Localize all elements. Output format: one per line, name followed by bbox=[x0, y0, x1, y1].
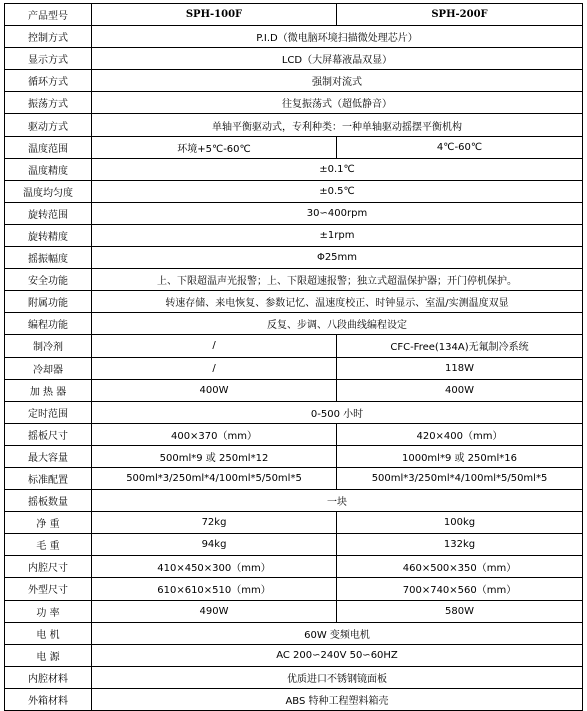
spec-label: 控制方式 bbox=[5, 26, 92, 48]
spec-row bbox=[5, 467, 583, 489]
spec-row bbox=[5, 357, 583, 379]
spec-value-shared: 转速存储、来电恢复、参数记忆、温速度校正、时钟显示、室温/实测温度双显 bbox=[92, 291, 583, 313]
spec-label: 内腔尺寸 bbox=[5, 556, 92, 578]
spec-label: 冷却器 bbox=[5, 357, 92, 379]
spec-row bbox=[5, 92, 583, 114]
spec-value-shared: P.I.D（微电脑环境扫描微处理芯片） bbox=[92, 26, 583, 48]
spec-label: 制冷剂 bbox=[5, 335, 92, 357]
spec-label: 温度均匀度 bbox=[5, 180, 92, 202]
spec-row bbox=[5, 379, 583, 401]
spec-value-model-b: 400W bbox=[337, 379, 583, 401]
spec-value-model-a: 400×370（mm） bbox=[92, 423, 337, 445]
spec-row bbox=[5, 114, 583, 136]
spec-value-model-b: 4℃-60℃ bbox=[337, 136, 583, 158]
spec-row bbox=[5, 600, 583, 622]
spec-row bbox=[5, 136, 583, 158]
spec-label: 旋转范围 bbox=[5, 202, 92, 224]
spec-value-model-a: 490W bbox=[92, 600, 337, 622]
spec-value-model-a: 610×610×510（mm） bbox=[92, 578, 337, 600]
spec-row bbox=[5, 291, 583, 313]
spec-value-shared: 30∽400rpm bbox=[92, 202, 583, 224]
spec-label: 附属功能 bbox=[5, 291, 92, 313]
spec-row bbox=[5, 666, 583, 688]
spec-row bbox=[5, 688, 583, 710]
spec-value-shared: 强制对流式 bbox=[92, 70, 583, 92]
spec-body bbox=[5, 26, 583, 711]
spec-value-model-b: 132kg bbox=[337, 534, 583, 556]
spec-value-model-b: 118W bbox=[337, 357, 583, 379]
spec-label: 毛 重 bbox=[5, 534, 92, 556]
spec-row bbox=[5, 534, 583, 556]
spec-row bbox=[5, 512, 583, 534]
spec-value-shared: Φ25mm bbox=[92, 247, 583, 269]
spec-value-shared: 一块 bbox=[92, 490, 583, 512]
spec-value-shared: ±0.5℃ bbox=[92, 180, 583, 202]
spec-label: 摇板尺寸 bbox=[5, 423, 92, 445]
spec-row bbox=[5, 313, 583, 335]
spec-label: 标准配置 bbox=[5, 467, 92, 489]
spec-label: 功 率 bbox=[5, 600, 92, 622]
spec-row bbox=[5, 202, 583, 224]
spec-label: 定时范围 bbox=[5, 401, 92, 423]
spec-value-model-a: 500ml*3/250ml*4/100ml*5/50ml*5 bbox=[92, 467, 337, 489]
spec-label: 电 机 bbox=[5, 622, 92, 644]
spec-label: 循环方式 bbox=[5, 70, 92, 92]
spec-label: 电 源 bbox=[5, 644, 92, 666]
spec-value-model-b: 420×400（mm） bbox=[337, 423, 583, 445]
spec-value-model-a: / bbox=[92, 335, 337, 357]
spec-value-shared: 0-500 小时 bbox=[92, 401, 583, 423]
spec-label: 外型尺寸 bbox=[5, 578, 92, 600]
spec-value-model-a: 94kg bbox=[92, 534, 337, 556]
spec-row bbox=[5, 70, 583, 92]
spec-row bbox=[5, 180, 583, 202]
spec-label: 摇振幅度 bbox=[5, 247, 92, 269]
spec-value-shared: ±0.1℃ bbox=[92, 158, 583, 180]
spec-label: 振荡方式 bbox=[5, 92, 92, 114]
spec-value-model-a: 72kg bbox=[92, 512, 337, 534]
spec-value-shared: AC 200∽240V 50∽60HZ bbox=[92, 644, 583, 666]
spec-value-model-b: 100kg bbox=[337, 512, 583, 534]
spec-label: 加 热 器 bbox=[5, 379, 92, 401]
spec-table bbox=[4, 3, 583, 711]
spec-label: 最大容量 bbox=[5, 445, 92, 467]
spec-label: 驱动方式 bbox=[5, 114, 92, 136]
spec-value-shared: ABS 特种工程塑料箱壳 bbox=[92, 688, 583, 710]
spec-label: 内腔材料 bbox=[5, 666, 92, 688]
spec-label: 外箱材料 bbox=[5, 688, 92, 710]
model-b-header: SPH-200F bbox=[337, 4, 583, 26]
spec-row bbox=[5, 401, 583, 423]
spec-value-shared: 60W 变频电机 bbox=[92, 622, 583, 644]
spec-row bbox=[5, 578, 583, 600]
spec-row bbox=[5, 335, 583, 357]
spec-value-shared: 往复振荡式（超低静音） bbox=[92, 92, 583, 114]
spec-value-shared: 单轴平衡驱动式，专利种类：一种单轴驱动摇摆平衡机构 bbox=[92, 114, 583, 136]
spec-label: 安全功能 bbox=[5, 269, 92, 291]
spec-value-model-a: 500ml*9 或 250ml*12 bbox=[92, 445, 337, 467]
spec-row bbox=[5, 423, 583, 445]
header-row bbox=[5, 4, 583, 26]
spec-value-model-b: 580W bbox=[337, 600, 583, 622]
spec-label: 显示方式 bbox=[5, 48, 92, 70]
spec-row bbox=[5, 48, 583, 70]
spec-label: 温度精度 bbox=[5, 158, 92, 180]
spec-row bbox=[5, 490, 583, 512]
spec-row bbox=[5, 445, 583, 467]
spec-value-model-b: 460×500×350（mm） bbox=[337, 556, 583, 578]
spec-label: 编程功能 bbox=[5, 313, 92, 335]
spec-row bbox=[5, 158, 583, 180]
spec-value-shared: 上、下限超温声光报警；上、下限超速报警；独立式超温保护器；开门停机保护。 bbox=[92, 269, 583, 291]
spec-row bbox=[5, 26, 583, 48]
spec-value-model-a: / bbox=[92, 357, 337, 379]
spec-row bbox=[5, 644, 583, 666]
spec-value-model-b: 1000ml*9 或 250ml*16 bbox=[337, 445, 583, 467]
spec-label: 摇板数量 bbox=[5, 490, 92, 512]
spec-value-model-a: 410×450×300（mm） bbox=[92, 556, 337, 578]
spec-row bbox=[5, 622, 583, 644]
spec-row bbox=[5, 556, 583, 578]
spec-value-shared: 优质进口不锈钢镜面板 bbox=[92, 666, 583, 688]
spec-row bbox=[5, 269, 583, 291]
spec-label: 温度范围 bbox=[5, 136, 92, 158]
spec-value-shared: ±1rpm bbox=[92, 224, 583, 246]
spec-row bbox=[5, 224, 583, 246]
header-label: 产品型号 bbox=[5, 4, 92, 26]
spec-value-shared: LCD（大屏幕液晶双显） bbox=[92, 48, 583, 70]
model-a-header: SPH-100F bbox=[92, 4, 337, 26]
spec-value-model-b: 700×740×560（mm） bbox=[337, 578, 583, 600]
spec-value-model-a: 400W bbox=[92, 379, 337, 401]
spec-value-model-b: 500ml*3/250ml*4/100ml*5/50ml*5 bbox=[337, 467, 583, 489]
spec-value-model-a: 环境+5℃-60℃ bbox=[92, 136, 337, 158]
spec-value-shared: 反复、步调、八段曲线编程设定 bbox=[92, 313, 583, 335]
spec-label: 净 重 bbox=[5, 512, 92, 534]
spec-value-model-b: CFC-Free(134A)无氟制冷系统 bbox=[337, 335, 583, 357]
spec-row bbox=[5, 247, 583, 269]
spec-label: 旋转精度 bbox=[5, 224, 92, 246]
